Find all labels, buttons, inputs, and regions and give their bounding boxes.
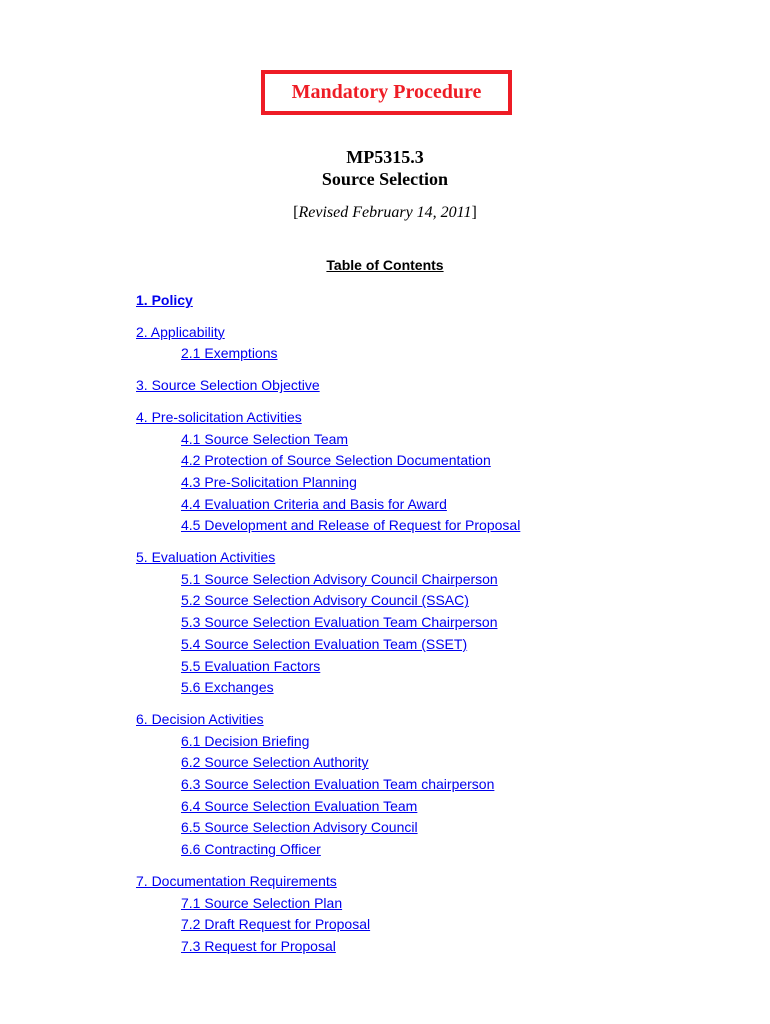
toc-link-subsection-5-4[interactable]: 5.4 Source Selection Evaluation Team (SSET) bbox=[181, 635, 468, 652]
toc-link-section-4[interactable]: 4. Pre-solicitation Activities bbox=[136, 408, 302, 425]
revision-bracket-close: ] bbox=[471, 204, 477, 221]
toc-section bbox=[136, 709, 696, 861]
toc-link-subsection-4-1[interactable]: 4.1 Source Selection Team bbox=[181, 430, 349, 447]
banner-label: Mandatory Procedure bbox=[291, 81, 482, 103]
toc-link-subsection-4-4[interactable]: 4.4 Evaluation Criteria and Basis for Award bbox=[181, 495, 447, 512]
toc-link-subsection-4-5[interactable]: 4.5 Development and Release of Request for Proposal bbox=[181, 517, 521, 534]
revision-date bbox=[0, 203, 770, 223]
toc-link-subsection-2-1[interactable]: 2.1 Exemptions bbox=[181, 345, 278, 362]
toc-link-section-7[interactable]: 7. Documentation Requirements bbox=[136, 872, 337, 889]
toc-link-section-1[interactable]: 1. Policy bbox=[136, 292, 193, 308]
toc-section bbox=[136, 407, 696, 537]
toc-link-subsection-6-2[interactable]: 6.2 Source Selection Authority bbox=[181, 754, 369, 771]
toc-link-subsection-5-3[interactable]: 5.3 Source Selection Evaluation Team Chairperson bbox=[181, 614, 498, 631]
toc-link-section-5[interactable]: 5. Evaluation Activities bbox=[136, 549, 276, 566]
toc-link-subsection-7-1[interactable]: 7.1 Source Selection Plan bbox=[181, 894, 343, 911]
toc-link-subsection-5-2[interactable]: 5.2 Source Selection Advisory Council (SSAC) bbox=[181, 592, 469, 609]
toc-link-subsection-6-6[interactable]: 6.6 Contracting Officer bbox=[181, 841, 321, 858]
toc-link-subsection-7-2[interactable]: 7.2 Draft Request for Proposal bbox=[181, 916, 371, 933]
toc-section bbox=[136, 322, 696, 365]
toc-link-subsection-4-3[interactable]: 4.3 Pre-Solicitation Planning bbox=[181, 473, 357, 490]
revision-bracket-open: [ bbox=[293, 204, 299, 221]
revision-text: Revised February 14, 2011 bbox=[298, 204, 472, 221]
toc-heading: Table of Contents bbox=[326, 257, 444, 273]
toc-link-subsection-5-5[interactable]: 5.5 Evaluation Factors bbox=[181, 657, 321, 674]
document-number: MP5315.3 bbox=[346, 147, 424, 167]
toc-section bbox=[136, 375, 696, 397]
document-subject: Source Selection bbox=[321, 169, 449, 189]
mandatory-procedure-banner bbox=[261, 70, 512, 115]
toc-link-subsection-6-5[interactable]: 6.5 Source Selection Advisory Council bbox=[181, 819, 418, 836]
toc-link-section-6[interactable]: 6. Decision Activities bbox=[136, 710, 264, 727]
toc-link-section-3[interactable]: 3. Source Selection Objective bbox=[136, 377, 320, 394]
toc-section bbox=[136, 871, 696, 958]
toc-link-subsection-5-1[interactable]: 5.1 Source Selection Advisory Council Chairperson bbox=[181, 570, 498, 587]
toc-link-subsection-5-6[interactable]: 5.6 Exchanges bbox=[181, 679, 274, 696]
toc-section bbox=[136, 547, 696, 699]
toc-section bbox=[136, 290, 696, 312]
toc-link-subsection-7-3[interactable]: 7.3 Request for Proposal bbox=[181, 937, 336, 954]
toc-link-subsection-6-3[interactable]: 6.3 Source Selection Evaluation Team chairperson bbox=[181, 776, 495, 793]
toc-link-subsection-4-2[interactable]: 4.2 Protection of Source Selection Documentation bbox=[181, 452, 491, 469]
table-of-contents bbox=[136, 290, 696, 968]
toc-link-subsection-6-1[interactable]: 6.1 Decision Briefing bbox=[181, 732, 310, 749]
toc-link-section-2[interactable]: 2. Applicability bbox=[136, 323, 225, 340]
toc-link-subsection-6-4[interactable]: 6.4 Source Selection Evaluation Team bbox=[181, 797, 418, 814]
